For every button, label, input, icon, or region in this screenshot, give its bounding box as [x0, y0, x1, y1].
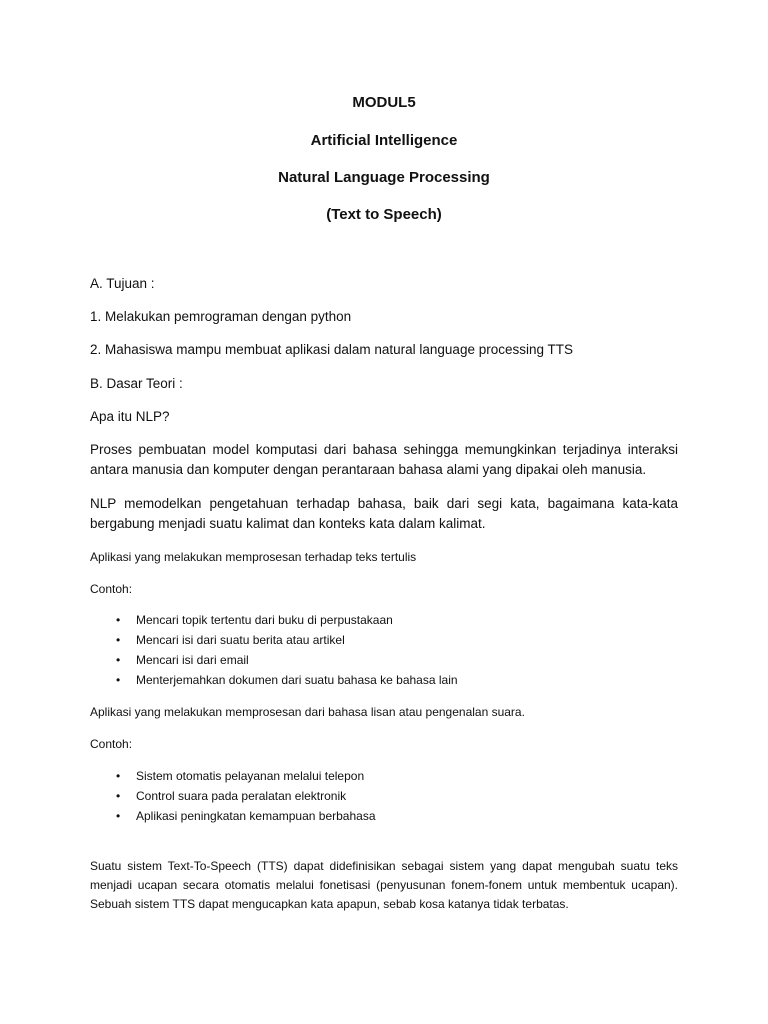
list-item: • Mencari topik tertentu dari buku di perpustakaan — [90, 610, 678, 630]
list-item: • Mencari isi dari email — [90, 650, 678, 670]
bullet-icon: • — [116, 633, 121, 647]
aplikasi-teks-intro: Aplikasi yang melakukan memprosesan terhadap teks tertulis — [90, 550, 417, 564]
list-item: • Control suara pada peralatan elektronik — [90, 786, 678, 806]
module-title: MODUL5 — [352, 94, 416, 111]
tts-definition-paragraph: Suatu sistem Text-To-Speech (TTS) dapat didefinisikan sebagai sistem yang dapat mengubah suatu teks menjadi ucapan secara otomatis melalui fonetisasi (penyusunan fonem-fonem untuk membentuk ucapan). Sebuah sistem TTS dapat mengucapkan kata apapun, sebab kosa katanya tidak terbatas. — [90, 859, 678, 911]
nlp-question: Apa itu NLP? — [90, 409, 170, 424]
list-item: • Menterjemahkan dokumen dari suatu bahasa ke bahasa lain — [90, 670, 678, 690]
bullet-icon: • — [116, 673, 121, 687]
tujuan-item-2: 2. Mahasiswa mampu membuat aplikasi dalam natural language processing TTS — [90, 342, 573, 357]
aplikasi-lisan-contoh-label: Contoh: — [90, 737, 133, 751]
list-item: • Sistem otomatis pelayanan melalui telepon — [90, 766, 678, 786]
subtopic-title: (Text to Speech) — [326, 206, 442, 223]
list-item: • Mencari isi dari suatu berita atau artikel — [90, 630, 678, 650]
bullet-icon: • — [116, 613, 121, 627]
bullet-icon: • — [116, 789, 121, 803]
aplikasi-teks-contoh-label: Contoh: — [90, 582, 133, 596]
topic-title: Natural Language Processing — [278, 169, 490, 186]
subject-title: Artificial Intelligence — [310, 132, 458, 149]
aplikasi-lisan-list — [90, 766, 678, 826]
tujuan-item-1: 1. Melakukan pemrograman dengan python — [90, 309, 352, 324]
bullet-icon: • — [116, 653, 121, 667]
nlp-model-paragraph: NLP memodelkan pengetahuan terhadap bahasa, baik dari segi kata, bagaimana kata-kata bergabung menjadi suatu kalimat dan konteks kata dalam kalimat. — [90, 496, 678, 531]
aplikasi-teks-list — [90, 610, 678, 690]
aplikasi-lisan-intro: Aplikasi yang melakukan memprosesan dari bahasa lisan atau pengenalan suara. — [90, 705, 525, 719]
list-item: • Aplikasi peningkatan kemampuan berbahasa — [90, 806, 678, 826]
bullet-icon: • — [116, 809, 121, 823]
nlp-definition-paragraph: Proses pembuatan model komputasi dari bahasa sehingga memungkinkan terjadinya interaksi antara manusia dan komputer dengan perantaraan bahasa alami yang dipakai oleh manusia. — [90, 442, 678, 477]
tujuan-heading: A. Tujuan : — [90, 276, 155, 291]
bullet-icon: • — [116, 769, 121, 783]
dasar-teori-heading: B. Dasar Teori : — [90, 376, 183, 391]
